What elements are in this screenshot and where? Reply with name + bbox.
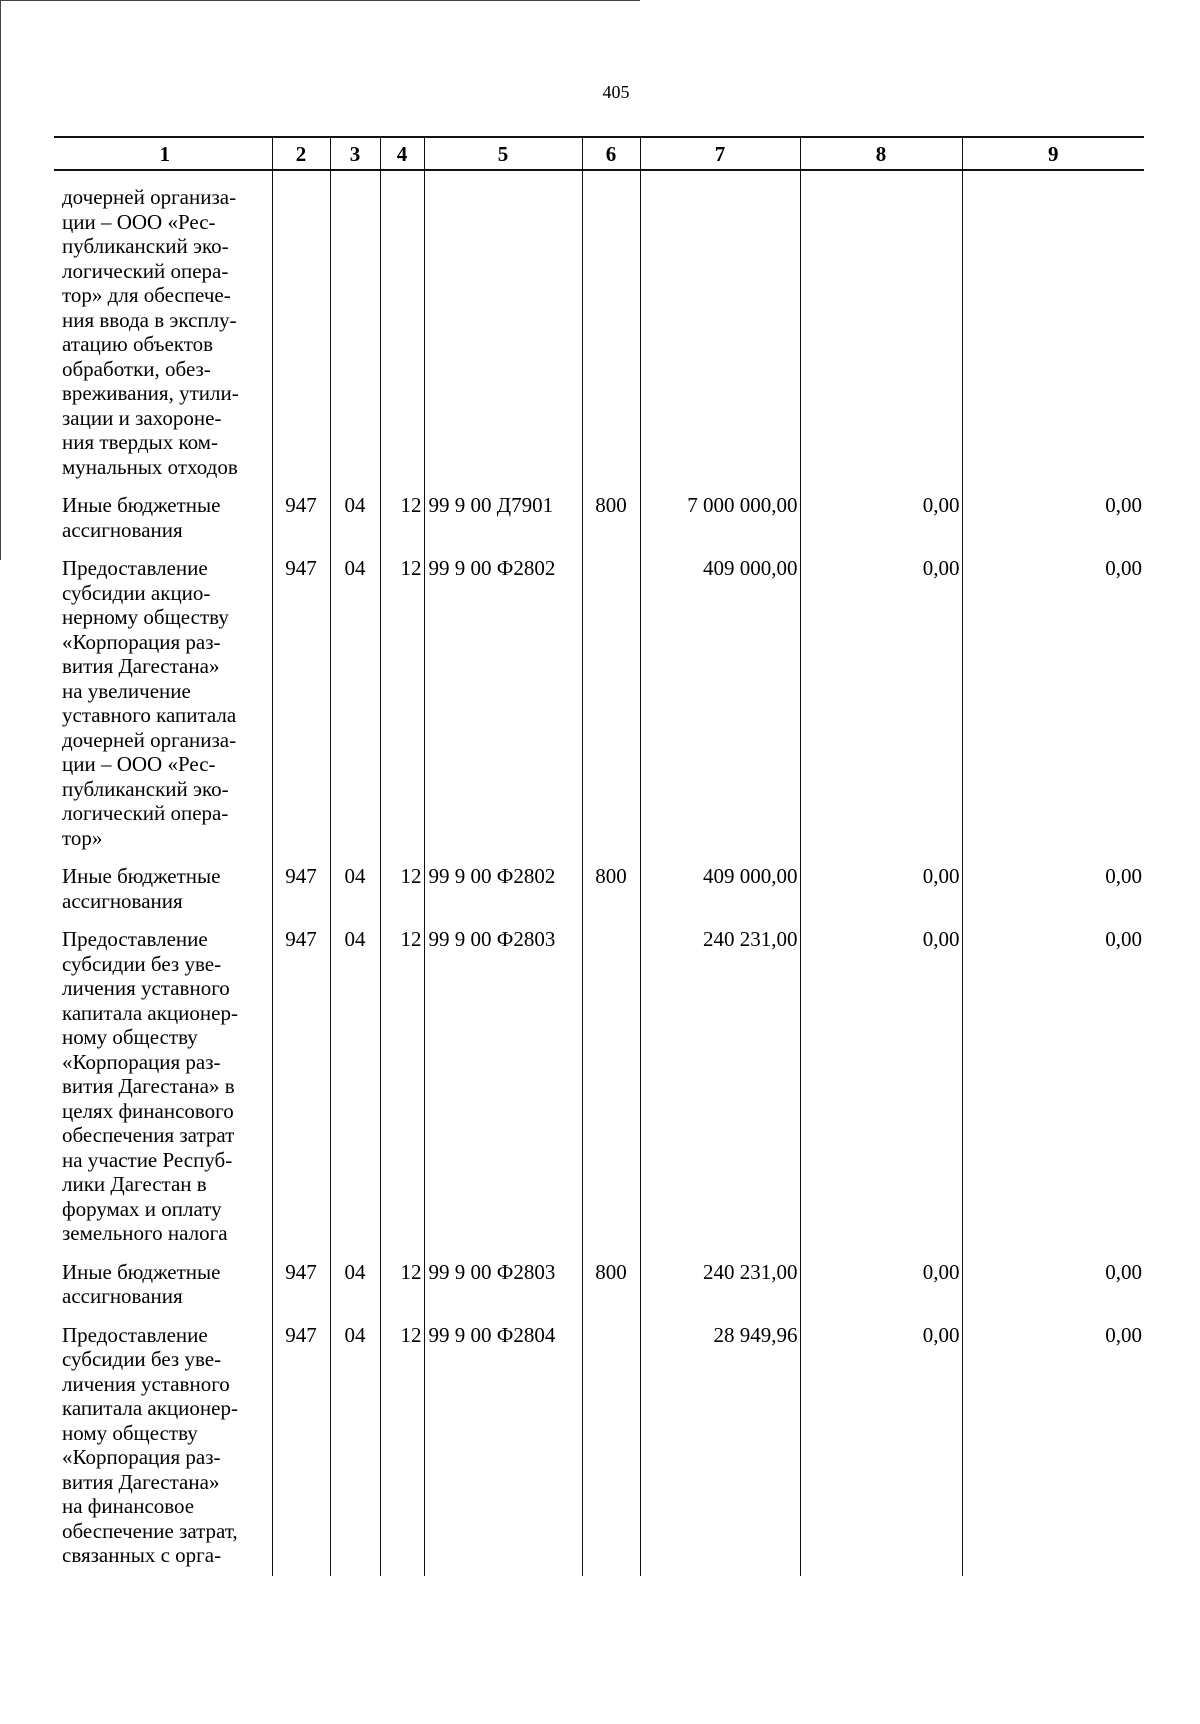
column-header-2: 2 bbox=[272, 137, 330, 170]
table-row bbox=[54, 185, 1144, 479]
cell-amount-col8: 0,00 bbox=[800, 1260, 962, 1309]
cell-amount-col8: 0,00 bbox=[800, 1323, 962, 1568]
row-description: Иные бюджетные ассигнования bbox=[54, 493, 272, 542]
cell-amount-col8: 0,00 bbox=[800, 927, 962, 1246]
column-header-6: 6 bbox=[582, 137, 640, 170]
cell-expense-type bbox=[582, 185, 640, 479]
cell-amount-col9: 0,00 bbox=[962, 1323, 1144, 1568]
cell-ministry-code: 947 bbox=[272, 1260, 330, 1309]
cell-expense-type bbox=[582, 556, 640, 850]
column-header-9: 9 bbox=[962, 137, 1144, 170]
cell-ministry-code bbox=[272, 185, 330, 479]
table-row bbox=[54, 864, 1144, 913]
cell-amount-col7 bbox=[640, 185, 800, 479]
column-header-8: 8 bbox=[800, 137, 962, 170]
cell-amount-col7: 240 231,00 bbox=[640, 1260, 800, 1309]
cell-amount-col9: 0,00 bbox=[962, 493, 1144, 542]
cell-target-article: 99 9 00 Ф2803 bbox=[424, 927, 582, 1246]
column-header-4: 4 bbox=[380, 137, 424, 170]
cell-subsection bbox=[380, 185, 424, 479]
cell-ministry-code: 947 bbox=[272, 493, 330, 542]
cell-amount-col7: 240 231,00 bbox=[640, 927, 800, 1246]
cell-amount-col8: 0,00 bbox=[800, 864, 962, 913]
cell-target-article: 99 9 00 Ф2804 bbox=[424, 1323, 582, 1568]
cell-target-article bbox=[424, 185, 582, 479]
cell-expense-type bbox=[582, 1323, 640, 1568]
cell-amount-col7: 28 949,96 bbox=[640, 1323, 800, 1568]
column-header-5: 5 bbox=[424, 137, 582, 170]
cell-subsection: 12 bbox=[380, 1323, 424, 1568]
row-description: Иные бюджетные ассигнования bbox=[54, 1260, 272, 1309]
cell-section: 04 bbox=[330, 493, 380, 542]
column-header-7: 7 bbox=[640, 137, 800, 170]
spacer-row bbox=[54, 542, 1144, 556]
cell-subsection: 12 bbox=[380, 1260, 424, 1309]
cell-amount-col7: 409 000,00 bbox=[640, 864, 800, 913]
cell-subsection: 12 bbox=[380, 493, 424, 542]
table-row bbox=[54, 493, 1144, 542]
cell-section: 04 bbox=[330, 556, 380, 850]
row-description: Предоставление субсидии без уве- личения уставного капитала акционер- ному обществу «Корпорация раз- вития Дагестана» на финансовое обеспечение затрат, связанных с орга- bbox=[54, 1323, 272, 1568]
table-row bbox=[54, 1260, 1144, 1309]
cell-target-article: 99 9 00 Ф2802 bbox=[424, 556, 582, 850]
cell-section: 04 bbox=[330, 1260, 380, 1309]
spacer-row bbox=[54, 1309, 1144, 1323]
cell-expense-type bbox=[582, 927, 640, 1246]
row-description: дочерней организа- ции – ООО «Рес- публиканский эко- логический опера- тор» для обеспече- ния ввода в эксплу- атацию объектов обработки, обез- вреживания, утили- зации и захороне- ния твердых ком- мунальных отходов bbox=[54, 185, 272, 479]
table-row bbox=[54, 1323, 1144, 1568]
spacer-row bbox=[54, 1568, 1144, 1576]
budget-table bbox=[54, 136, 1144, 1576]
cell-section: 04 bbox=[330, 864, 380, 913]
row-description: Предоставление субсидии акцио- нерному обществу «Корпорация раз- вития Дагестана» на увеличение уставного капитала дочерней организа- ции – ООО «Рес- публиканский эко- логический опера- тор» bbox=[54, 556, 272, 850]
cell-amount-col8: 0,00 bbox=[800, 493, 962, 542]
header-row bbox=[54, 137, 1144, 170]
cell-ministry-code: 947 bbox=[272, 864, 330, 913]
cell-amount-col9: 0,00 bbox=[962, 556, 1144, 850]
cell-amount-col7: 7 000 000,00 bbox=[640, 493, 800, 542]
cell-subsection: 12 bbox=[380, 864, 424, 913]
cell-ministry-code: 947 bbox=[272, 927, 330, 1246]
cell-section: 04 bbox=[330, 1323, 380, 1568]
spacer-row bbox=[54, 850, 1144, 864]
cell-target-article: 99 9 00 Ф2803 bbox=[424, 1260, 582, 1309]
cell-expense-type: 800 bbox=[582, 1260, 640, 1309]
cell-amount-col9 bbox=[962, 185, 1144, 479]
cell-amount-col7: 409 000,00 bbox=[640, 556, 800, 850]
cell-amount-col9: 0,00 bbox=[962, 864, 1144, 913]
spacer-row bbox=[54, 913, 1144, 927]
page-number: 405 bbox=[602, 82, 630, 102]
spacer-row bbox=[54, 1246, 1144, 1260]
cell-section bbox=[330, 185, 380, 479]
cell-amount-col9: 0,00 bbox=[962, 1260, 1144, 1309]
cell-expense-type: 800 bbox=[582, 493, 640, 542]
cell-subsection: 12 bbox=[380, 927, 424, 1246]
table-row bbox=[54, 556, 1144, 850]
table-row bbox=[54, 927, 1144, 1246]
cell-amount-col8: 0,00 bbox=[800, 556, 962, 850]
column-header-3: 3 bbox=[330, 137, 380, 170]
row-description: Иные бюджетные ассигнования bbox=[54, 864, 272, 913]
cell-amount-col8 bbox=[800, 185, 962, 479]
spacer-row bbox=[54, 170, 1144, 185]
cell-section: 04 bbox=[330, 927, 380, 1246]
cell-amount-col9: 0,00 bbox=[962, 927, 1144, 1246]
cell-target-article: 99 9 00 Ф2802 bbox=[424, 864, 582, 913]
column-header-1: 1 bbox=[54, 137, 272, 170]
row-description: Предоставление субсидии без уве- личения уставного капитала акционер- ному обществу «Корпорация раз- вития Дагестана» в целях финансового обеспечения затрат на участие Респуб- лики Дагестан в форумах и оплату земельного налога bbox=[54, 927, 272, 1246]
cell-target-article: 99 9 00 Д7901 bbox=[424, 493, 582, 542]
spacer-row bbox=[54, 479, 1144, 493]
cell-expense-type: 800 bbox=[582, 864, 640, 913]
cell-ministry-code: 947 bbox=[272, 556, 330, 850]
scan-edge-top bbox=[0, 0, 640, 1]
cell-ministry-code: 947 bbox=[272, 1323, 330, 1568]
cell-subsection: 12 bbox=[380, 556, 424, 850]
